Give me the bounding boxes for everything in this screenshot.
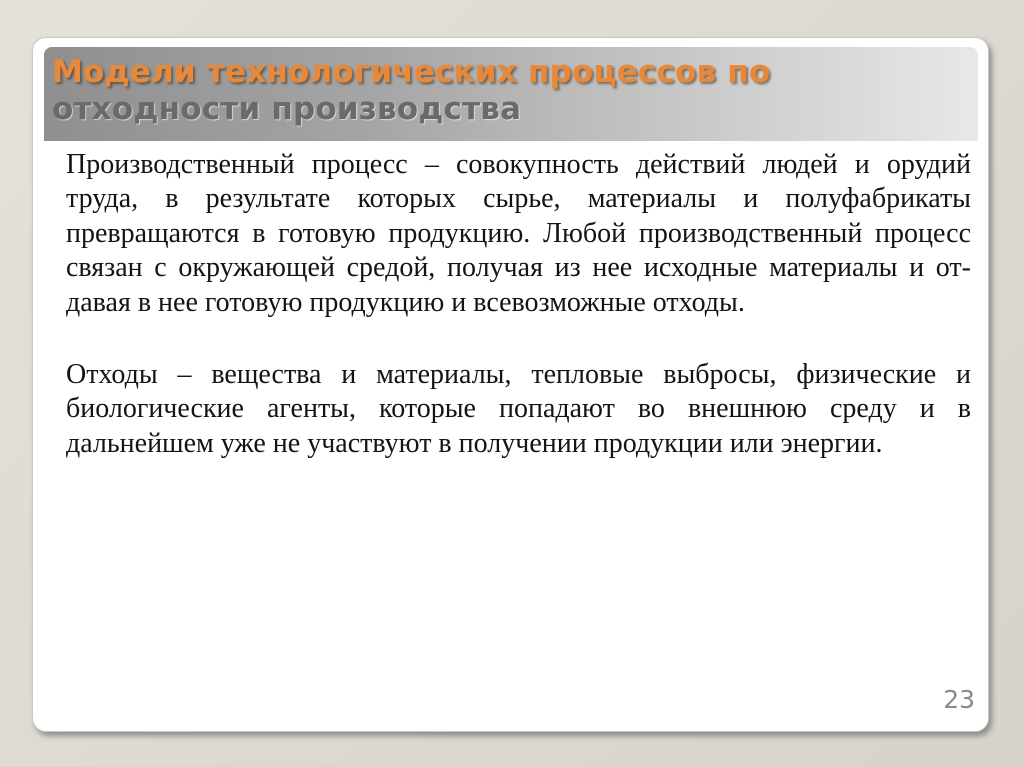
slide-body: [66, 148, 971, 461]
title-line-2: отходности производства: [52, 91, 522, 127]
slide-title: [52, 54, 952, 128]
paragraph-definition-process: Производственный процесс – совокупность действий людей и орудий труда, в результате которых сырье, материалы и полуфабрикаты превращаются в готовую продукцию. Любой производственный процесс связан с окружающей средой, получая из нее исходные материалы и от-давая в нее готовую продукцию и всевозможные отходы.: [66, 149, 971, 318]
title-line-1: Модели технологических процессов по: [52, 54, 771, 90]
paragraph-definition-waste: Отходы – вещества и материалы, тепловые выбросы, физические и биологические агенты, которые попадают во внешнюю среду и в дальнейшем уже не участвуют в получении продукции или энергии.: [66, 359, 971, 459]
page-number: 23: [943, 685, 975, 714]
